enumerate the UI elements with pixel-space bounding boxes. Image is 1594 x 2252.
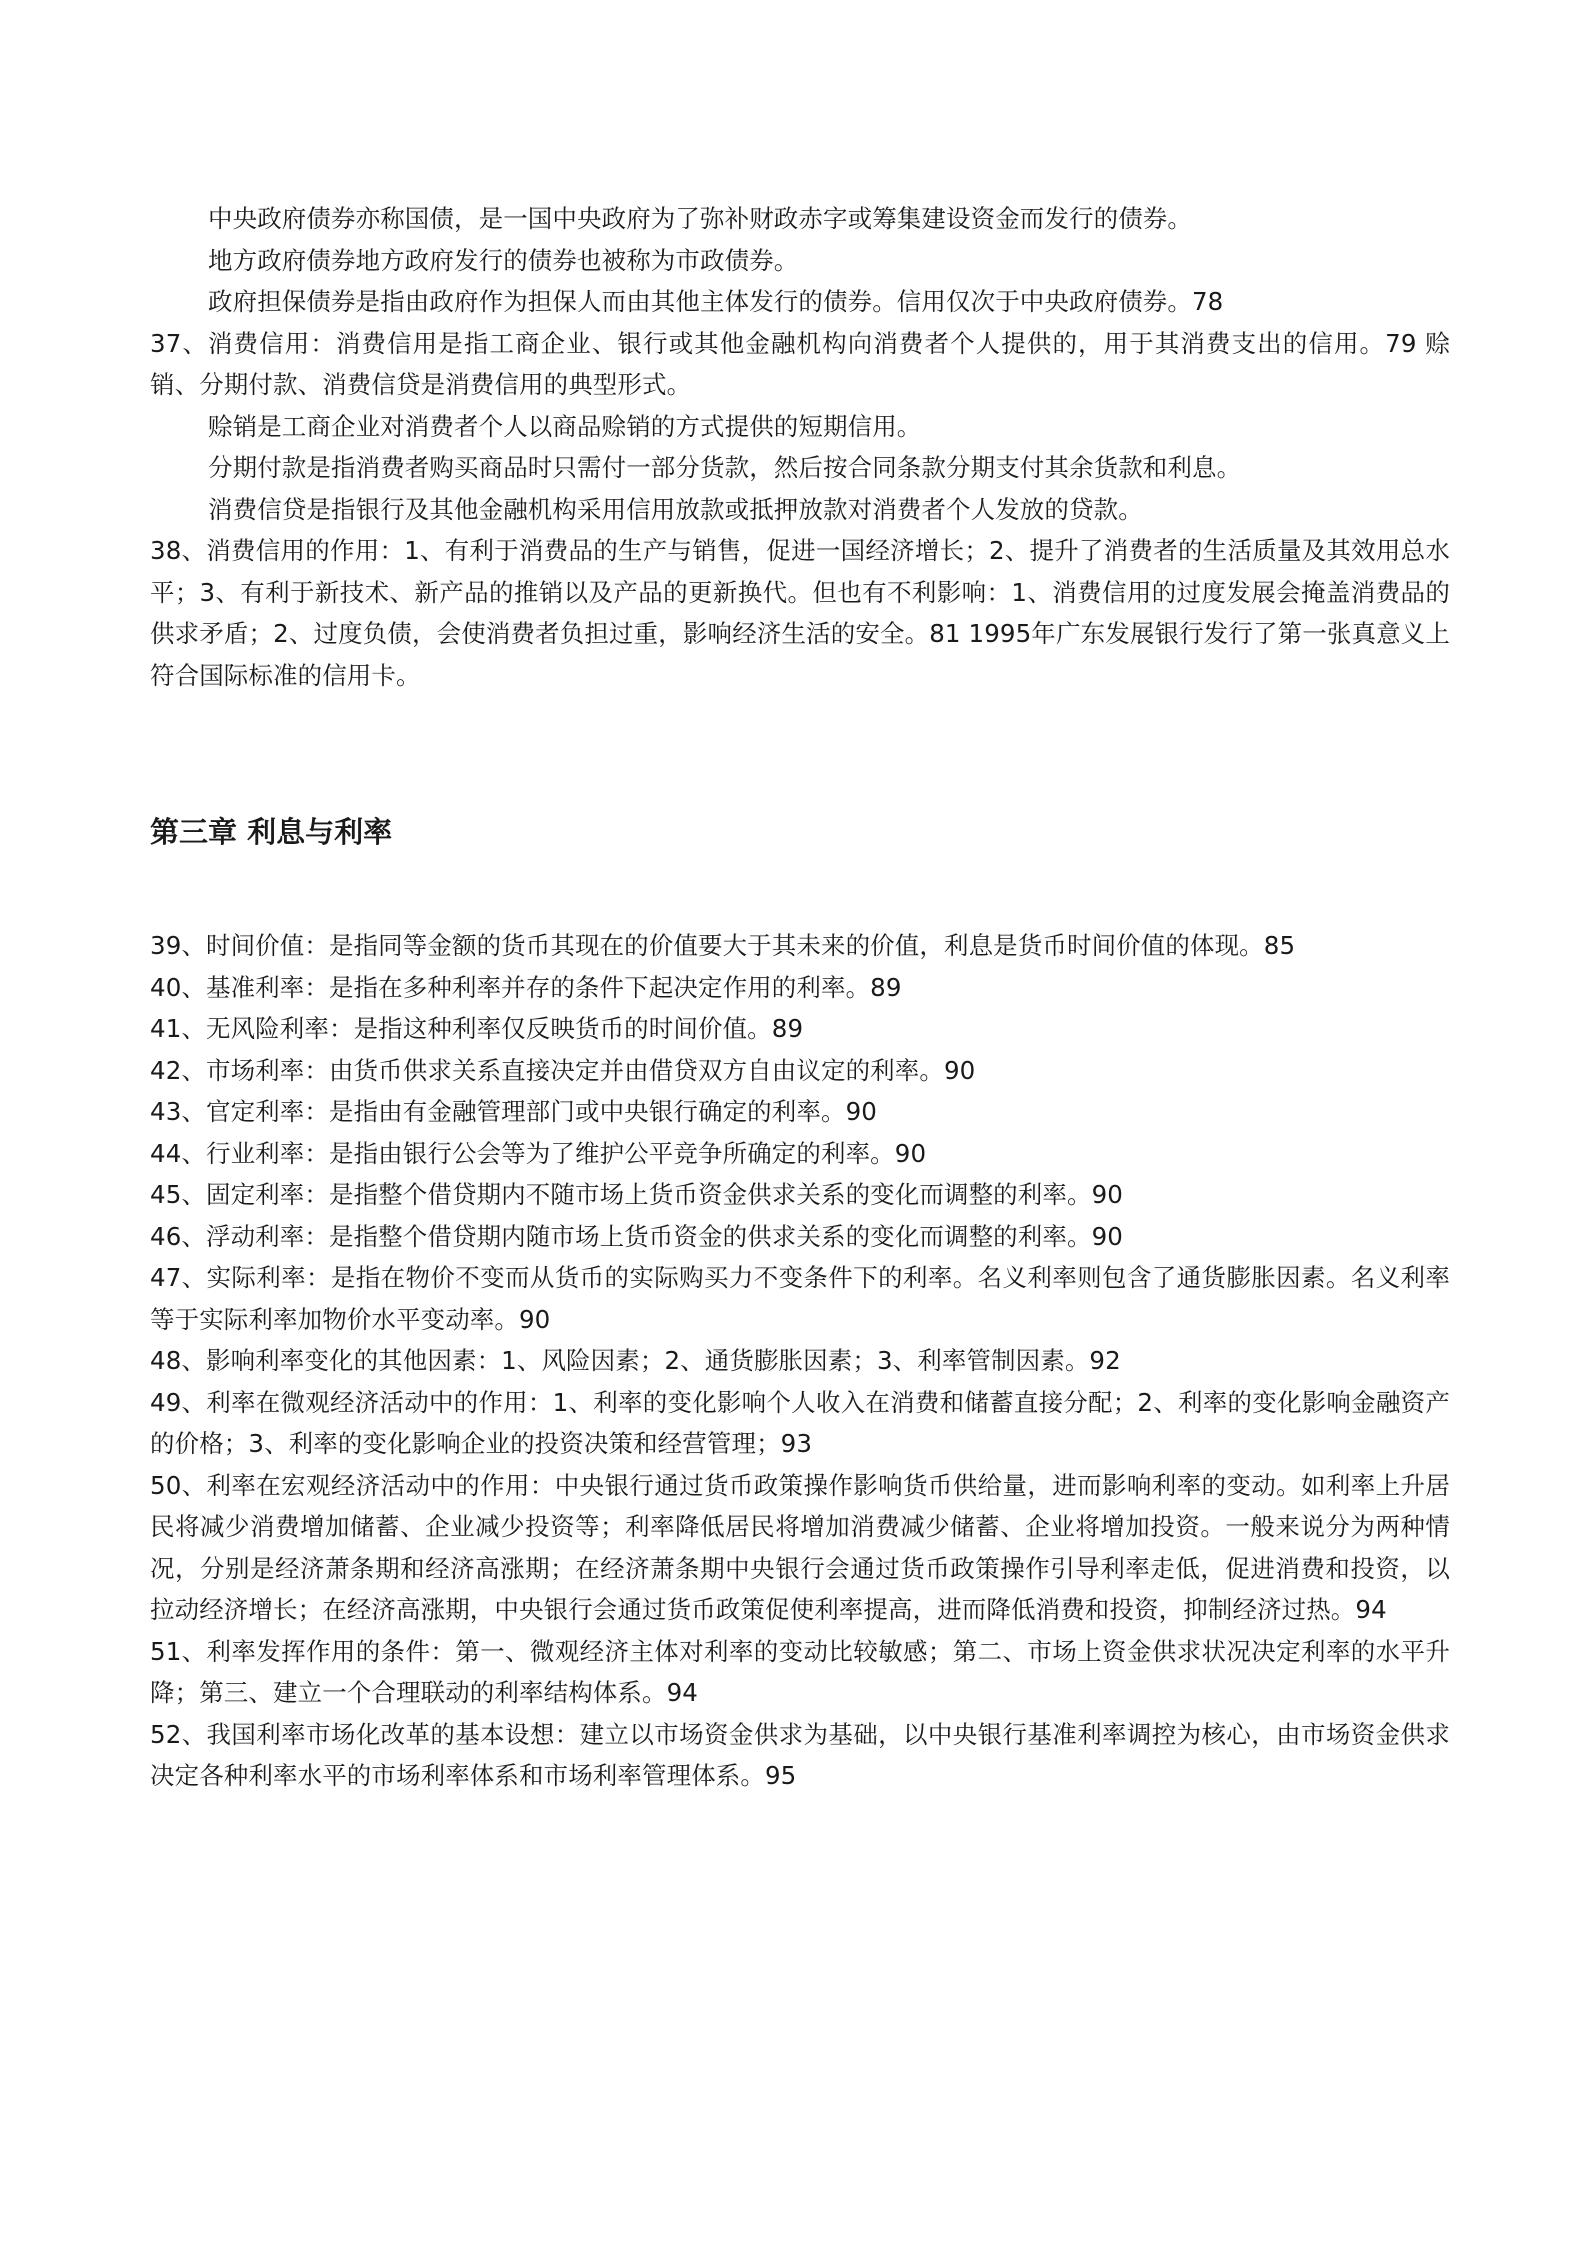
- paragraph-item-49: 49、利率在微观经济活动中的作用：1、利率的变化影响个人收入在消费和储蓄直接分配；2、利率的变化影响金融资产的价格；3、利率的变化影响企业的投资决策和经营管理；93: [150, 1387, 1450, 1458]
- paragraph-item-37: 37、消费信用：消费信用是指工商企业、银行或其他金融机构向消费者个人提供的，用于其消费支出的信用。79 赊销、分期付款、消费信贷是消费信用的典型形式。: [150, 328, 1450, 399]
- paragraph-item-51: 51、利率发挥作用的条件：第一、微观经济主体对利率的变动比较敏感；第二、市场上资金供求状况决定利率的水平升降；第三、建立一个合理联动的利率结构体系。94: [150, 1636, 1450, 1707]
- paragraph-item-43: 43、官定利率：是指由有金融管理部门或中央银行确定的利率。90: [150, 1097, 877, 1126]
- paragraph-item-41: 41、无风险利率：是指这种利率仅反映货币的时间价值。89: [150, 1014, 804, 1043]
- section-top: [150, 198, 1450, 696]
- paragraph-central-government-bonds: 中央政府债券亦称国债，是一国中央政府为了弥补财政赤字或筹集建设资金而发行的债券。: [208, 204, 1192, 233]
- paragraph-consumer-loans: 消费信贷是指银行及其他金融机构采用信用放款或抵押放款对消费者个人发放的贷款。: [208, 494, 1143, 524]
- paragraph-item-52: 52、我国利率市场化改革的基本设想：建立以市场资金供求为基础，以中央银行基准利率调控为核心，由市场资金供求决定各种利率水平的市场利率体系和市场利率管理体系。95: [150, 1719, 1450, 1790]
- paragraph-government-guaranteed-bonds: 政府担保债券是指由政府作为担保人而由其他主体发行的债券。信用仅次于中央政府债券。78: [208, 287, 1224, 316]
- paragraph-item-48: 48、影响利率变化的其他因素：1、风险因素；2、通货膨胀因素；3、利率管制因素。92: [150, 1346, 1121, 1375]
- paragraph-item-45: 45、固定利率：是指整个借贷期内不随市场上货币资金供求关系的变化而调整的利率。90: [150, 1180, 1123, 1209]
- chapter-title: 第三章 利息与利率: [150, 815, 393, 849]
- paragraph-item-42: 42、市场利率：由货币供求关系直接决定并由借贷双方自由议定的利率。90: [150, 1055, 976, 1085]
- paragraph-item-47: 47、实际利率：是指在物价不变而从货币的实际购买力不变条件下的利率。名义利率则包含了通货膨胀因素。名义利率等于实际利率加物价水平变动率。90: [150, 1263, 1450, 1334]
- paragraph-item-39: 39、时间价值：是指同等金额的货币其现在的价值要大于其未来的价值，利息是货币时间价值的体现。85: [150, 931, 1296, 960]
- section-bottom: [150, 925, 1450, 1797]
- paragraph-item-46: 46、浮动利率：是指整个借贷期内随市场上货币资金的供求关系的变化而调整的利率。90: [150, 1221, 1123, 1251]
- paragraph-item-40: 40、基准利率：是指在多种利率并存的条件下起决定作用的利率。89: [150, 972, 902, 1002]
- paragraph-credit-sales: 赊销是工商企业对消费者个人以商品赊销的方式提供的短期信用。: [208, 411, 922, 441]
- paragraph-item-50: 50、利率在宏观经济活动中的作用：中央银行通过货币政策操作影响货币供给量，进而影响利率的变动。如利率上升居民将减少消费增加储蓄、企业减少投资等；利率降低居民将增加消费减少储蓄、企业将增加投资。一般来说分为两种情况，分别是经济萧条期和经济高涨期；在经济萧条期中央银行会通过货币政策操作引导利率走低，促进消费和投资，以拉动经济增长；在经济高涨期，中央银行会通过货币政策促使利率提高，进而降低消费和投资，抑制经济过热。94: [150, 1470, 1450, 1624]
- paragraph-item-38: 38、消费信用的作用：1、有利于消费品的生产与销售，促进一国经济增长；2、提升了消费者的生活质量及其效用总水平；3、有利于新技术、新产品的推销以及产品的更新换代。但也有不利影响：1、消费信用的过度发展会掩盖消费品的供求矛盾；2、过度负债，会使消费者负担过重，影响经济生活的安全。81 1995年广东发展银行发行了第一张真意义上符合国际标准的信用卡。: [150, 536, 1450, 690]
- paragraph-local-government-bonds: 地方政府债券地方政府发行的债券也被称为市政债券。: [208, 245, 799, 275]
- paragraph-item-44: 44、行业利率：是指由银行公会等为了维护公平竞争所确定的利率。90: [150, 1138, 927, 1168]
- paragraph-installment: 分期付款是指消费者购买商品时只需付一部分货款，然后按合同条款分期支付其余货款和利息。: [208, 453, 1242, 482]
